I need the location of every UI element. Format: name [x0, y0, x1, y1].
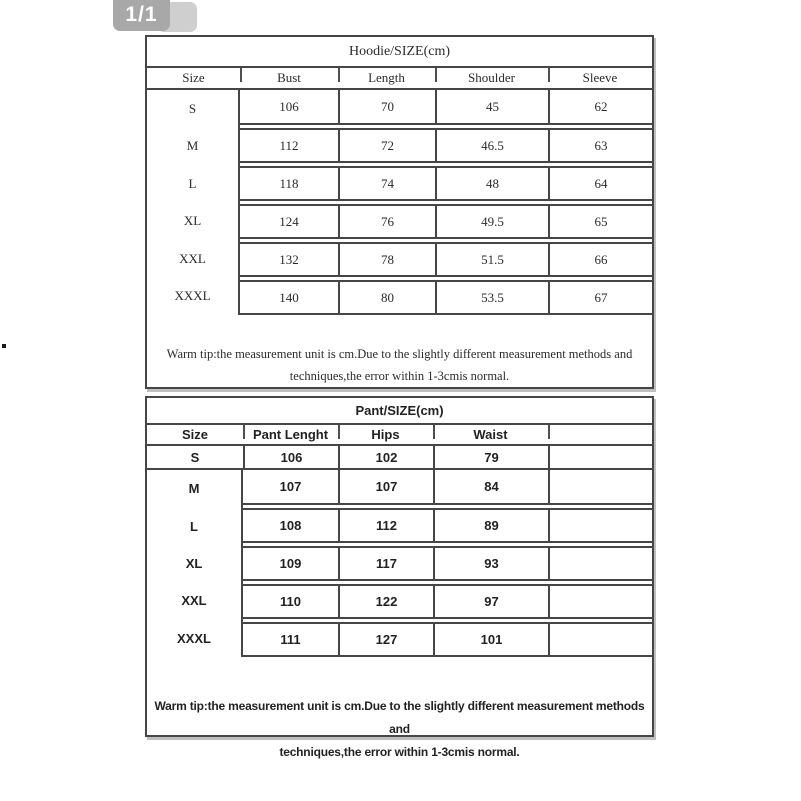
hoodie-data-area	[147, 90, 652, 315]
header-divider	[243, 425, 245, 439]
data-cell	[548, 470, 652, 503]
table-row	[240, 204, 652, 239]
data-cell: 70	[338, 90, 435, 123]
stray-mark	[2, 344, 6, 348]
data-cell: 117	[338, 548, 433, 579]
table-row	[243, 622, 652, 657]
header-divider	[240, 68, 242, 82]
size-label: M	[188, 481, 200, 497]
size-label: XXXL	[177, 630, 211, 646]
warm-tip-line2: techniques,the error within 1-3cmis normal.	[279, 745, 520, 759]
data-cell: 89	[433, 510, 548, 541]
pant-size-table	[145, 396, 654, 759]
data-cell	[548, 510, 652, 541]
data-cell: 72	[338, 130, 435, 161]
data-cell	[548, 446, 652, 468]
hoodie-header-sleeve-label: Sleeve	[582, 70, 618, 85]
page-indicator-badge	[113, 0, 193, 36]
table-row	[240, 90, 652, 125]
pant-header-waist	[433, 425, 548, 444]
hoodie-header-length-label: Length	[368, 70, 405, 85]
size-label: M	[186, 138, 199, 154]
hoodie-header-row	[147, 68, 652, 90]
data-cell: 110	[280, 594, 301, 609]
data-cell	[548, 624, 652, 655]
data-cell	[548, 548, 652, 579]
data-cell: 93	[433, 548, 548, 579]
size-label: L	[188, 175, 197, 191]
hoodie-header-shoulder-label: Shoulder	[468, 70, 515, 85]
pant-data-area	[147, 470, 652, 657]
table-row	[243, 508, 652, 543]
data-cell: 49.5	[435, 206, 548, 237]
data-cell: 65	[548, 206, 652, 237]
hoodie-header-size: Size	[182, 70, 205, 85]
data-cell: 63	[548, 130, 652, 161]
header-divider	[338, 68, 340, 82]
data-cell: 127	[338, 624, 433, 655]
data-cell: 97	[433, 586, 548, 617]
data-cell: 140	[279, 289, 299, 305]
size-label: S	[188, 100, 197, 116]
size-label: XL	[183, 213, 202, 229]
size-label: XXL	[179, 250, 206, 266]
table-row	[240, 280, 652, 315]
data-cell: 64	[548, 168, 652, 199]
hoodie-header-sleeve	[548, 68, 652, 88]
pant-header-row	[147, 425, 652, 446]
hoodie-header-bust	[240, 68, 338, 88]
warm-tip-line1: Warm tip:the measurement unit is cm.Due to the slightly different measurement methods and	[154, 699, 645, 736]
size-label: XXL	[181, 593, 207, 609]
size-label: S	[190, 449, 200, 465]
pant-header-pant-lenght	[243, 425, 338, 444]
pant-header-pant-lenght-label: Pant Lenght	[252, 427, 329, 442]
header-divider	[433, 425, 435, 439]
data-cell: 80	[338, 282, 435, 313]
header-divider	[548, 68, 550, 82]
header-divider	[435, 68, 437, 82]
warm-tip-line2: techniques,the error within 1-3cmis normal.	[289, 369, 510, 383]
data-cell: 111	[280, 632, 301, 647]
data-cell: 45	[435, 90, 548, 123]
pant-warm-tip	[147, 657, 652, 759]
data-cell: 74	[338, 168, 435, 199]
data-cell: 76	[338, 206, 435, 237]
pant-header-waist-label: Waist	[473, 427, 508, 442]
pant-header-hips-label: Hips	[371, 427, 400, 442]
data-cell: 106	[279, 98, 299, 114]
size-label: XL	[185, 556, 203, 572]
pant-header-hips	[338, 425, 433, 444]
hoodie-header-length	[338, 68, 435, 88]
data-cell: 118	[279, 175, 299, 191]
data-cell: 78	[338, 244, 435, 275]
table-row	[240, 128, 652, 163]
data-cell	[548, 586, 652, 617]
header-divider	[338, 425, 340, 439]
data-cell: 66	[548, 244, 652, 275]
table-row	[243, 584, 652, 619]
table-row	[240, 166, 652, 201]
data-cell: 107	[338, 470, 433, 503]
table-row	[243, 546, 652, 581]
data-cell: 132	[279, 251, 299, 267]
data-cell: 124	[279, 213, 299, 229]
header-divider	[548, 425, 550, 439]
hoodie-size-table	[145, 35, 654, 389]
hoodie-header-shoulder	[435, 68, 548, 88]
hoodie-table-title: Hoodie/SIZE(cm)	[147, 37, 652, 68]
page-indicator: 1/1	[113, 0, 170, 31]
data-cell: 107	[279, 479, 302, 494]
warm-tip-line1: Warm tip:the measurement unit is cm.Due to the slightly different measurement methods and	[166, 347, 633, 361]
pant-header-size: Size	[181, 427, 208, 442]
size-label: L	[190, 518, 198, 534]
hoodie-header-bust-label: Bust	[277, 70, 301, 85]
data-cell: 79	[433, 446, 548, 468]
data-cell: 112	[279, 137, 299, 153]
data-cell: 46.5	[435, 130, 548, 161]
data-cell: 102	[338, 446, 433, 468]
data-cell: 53.5	[435, 282, 548, 313]
data-cell: 109	[279, 556, 302, 571]
table-row	[240, 242, 652, 277]
pant-header-empty	[548, 425, 652, 444]
data-cell: 48	[435, 168, 548, 199]
data-cell: 122	[338, 586, 433, 617]
data-cell: 51.5	[435, 244, 548, 275]
data-cell: 106	[243, 446, 338, 468]
data-cell: 84	[433, 470, 548, 503]
pant-value-rows	[243, 470, 652, 657]
hoodie-value-rows	[240, 90, 652, 315]
table-row	[147, 446, 652, 470]
pant-size-column	[147, 470, 243, 657]
data-cell: 101	[433, 624, 548, 655]
data-cell: 108	[279, 518, 302, 533]
size-label: XXXL	[174, 288, 211, 304]
data-cell: 67	[548, 282, 652, 313]
table-row	[243, 470, 652, 505]
hoodie-warm-tip	[147, 315, 652, 387]
hoodie-size-column	[147, 90, 240, 315]
data-cell: 62	[548, 90, 652, 123]
pant-table-title: Pant/SIZE(cm)	[147, 398, 652, 425]
data-cell: 112	[338, 510, 433, 541]
